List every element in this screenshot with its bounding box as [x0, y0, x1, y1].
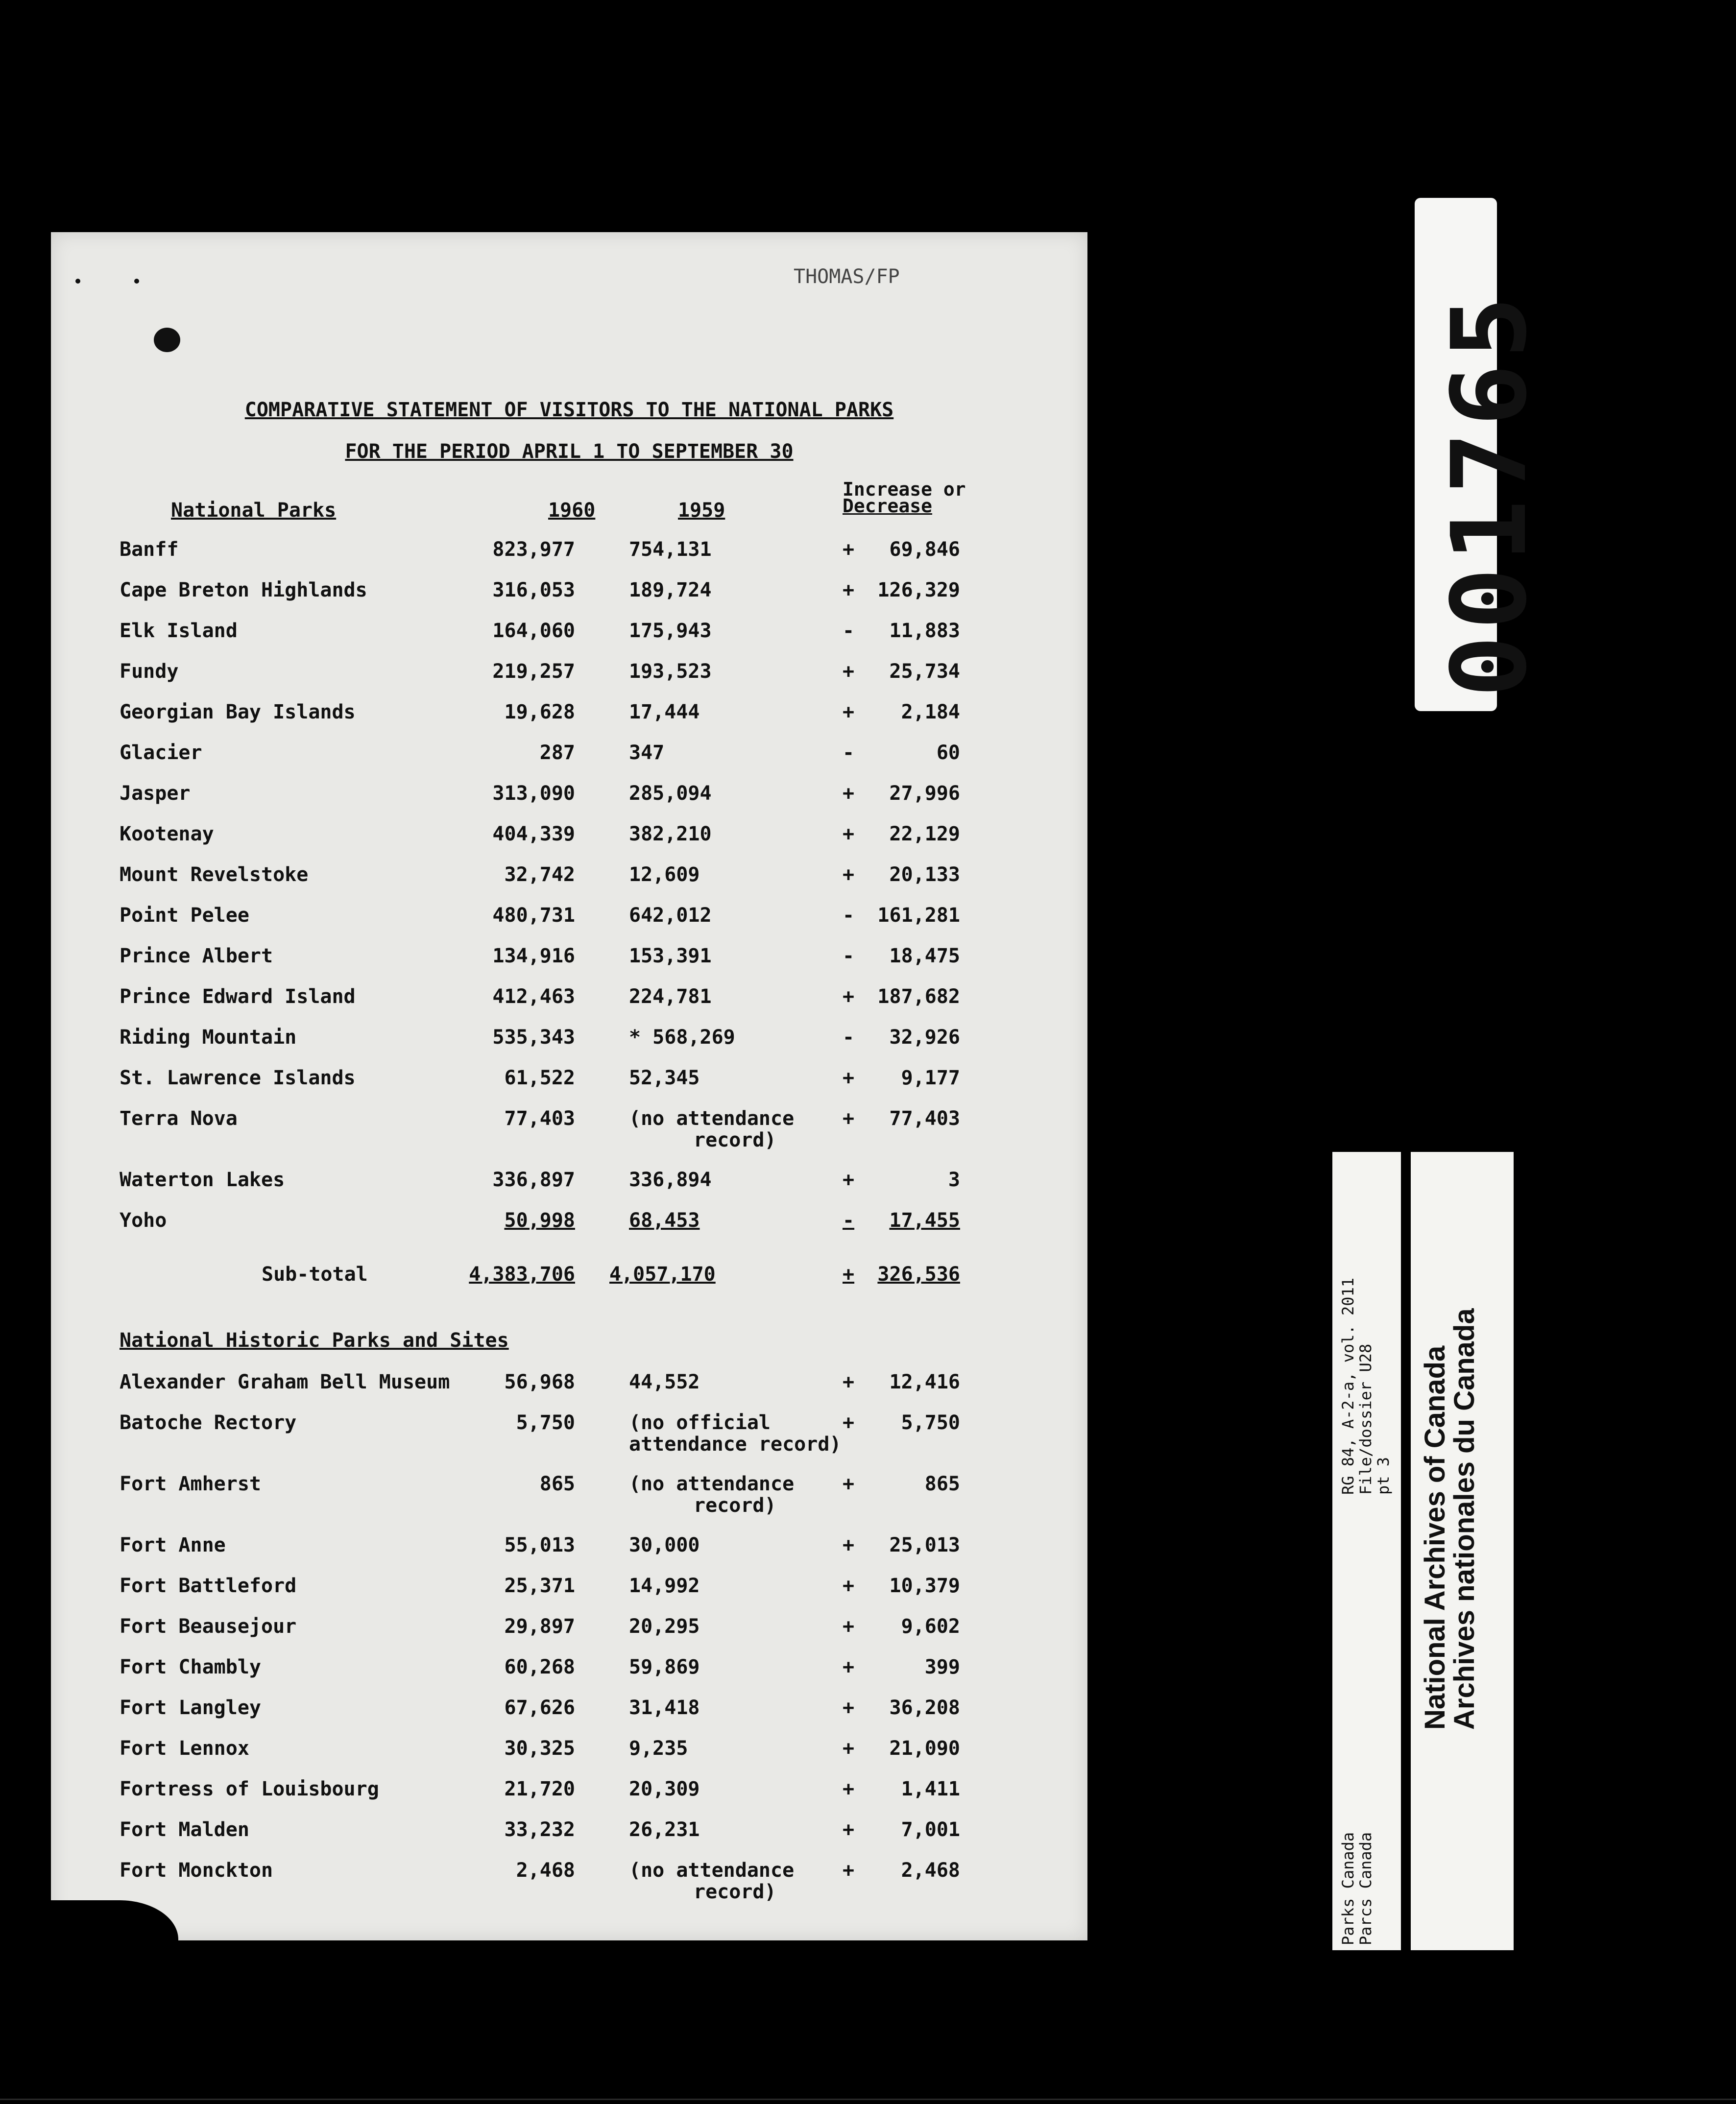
row-change-value: 5,750 [901, 1411, 960, 1434]
row-name: Fort Amherst [120, 1473, 261, 1495]
row-1960-value: 50,998 [504, 1209, 575, 1232]
row-sign: + [843, 579, 855, 601]
row-1960-value: 33,232 [504, 1818, 575, 1841]
row-1959-value: 31,418 [629, 1697, 700, 1719]
ink-dot [75, 279, 80, 284]
row-1959-value: 336,894 [629, 1169, 712, 1191]
row-1960-value: 77,403 [504, 1107, 575, 1130]
row-1960-value: 5,750 [516, 1411, 575, 1434]
row-name: Georgian Bay Islands [120, 701, 356, 723]
row-change-value: 3 [948, 1169, 960, 1191]
row-1959-value-line2: record) [694, 1881, 776, 1903]
row-change-value: 36,208 [889, 1697, 960, 1719]
row-1959-value: 20,295 [629, 1615, 700, 1638]
row-change-value: 1,411 [901, 1778, 960, 1800]
ink-blot [154, 328, 180, 352]
row-sign: + [843, 782, 855, 805]
archives-text-block [1421, 1308, 1479, 1730]
row-1960-value: 61,522 [504, 1067, 575, 1089]
row-change-value: 10,379 [889, 1575, 960, 1597]
row-1960-value: 480,731 [492, 904, 575, 927]
row-change-value: 27,996 [889, 782, 960, 805]
row-1960-value: 56,968 [504, 1371, 575, 1393]
row-name: Mount Revelstoke [120, 863, 309, 886]
ink-dot [134, 279, 139, 284]
row-1959-value: 20,309 [629, 1778, 700, 1800]
subtotal-1960: 4,383,706 [469, 1263, 575, 1286]
subtotal-label: Sub-total [262, 1263, 368, 1286]
row-change-value: 22,129 [889, 823, 960, 845]
row-change-value: 2,468 [901, 1859, 960, 1882]
row-change-value: 187,682 [877, 985, 960, 1008]
typist-initials: THOMAS/FP [794, 265, 900, 288]
document-subtitle: FOR THE PERIOD APRIL 1 TO SEPTEMBER 30 [345, 440, 794, 463]
archives-french: Archives nationales du Canada [1448, 1308, 1480, 1730]
row-name: Riding Mountain [120, 1026, 297, 1049]
row-sign: - [843, 741, 855, 764]
subtotal-1959: 4,057,170 [609, 1263, 716, 1286]
row-name: St. Lawrence Islands [120, 1067, 356, 1089]
row-change-value: 11,883 [889, 620, 960, 642]
row-1960-value: 25,371 [504, 1575, 575, 1597]
row-1959-value: 44,552 [629, 1371, 700, 1393]
row-1960-value: 219,257 [492, 660, 575, 683]
row-name: Glacier [120, 741, 202, 764]
row-change-value: 126,329 [877, 579, 960, 601]
row-name: Waterton Lakes [120, 1169, 285, 1191]
row-1959-value: 347 [629, 741, 665, 764]
row-sign: + [843, 1778, 855, 1800]
row-change-value: 25,734 [889, 660, 960, 683]
row-sign: + [843, 1818, 855, 1841]
row-sign: + [843, 538, 855, 561]
row-name: Banff [120, 538, 179, 561]
row-change-value: 32,926 [889, 1026, 960, 1049]
row-sign: + [843, 1107, 855, 1130]
row-change-value: 21,090 [889, 1737, 960, 1760]
row-sign: + [843, 1575, 855, 1597]
row-1960-value: 29,897 [504, 1615, 575, 1638]
row-name: Fort Malden [120, 1818, 249, 1841]
row-1960-value: 60,268 [504, 1656, 575, 1678]
row-sign: + [843, 863, 855, 886]
row-1959-value: 153,391 [629, 945, 712, 967]
row-name: Fort Chambly [120, 1656, 261, 1678]
row-change-value: 12,416 [889, 1371, 960, 1393]
row-sign: + [843, 1737, 855, 1760]
row-sign: + [843, 823, 855, 845]
row-1959-value: 224,781 [629, 985, 712, 1008]
row-name: Cape Breton Highlands [120, 579, 367, 601]
archive-reference-label [1332, 1152, 1401, 1950]
row-sign: + [843, 1697, 855, 1719]
national-archives-label [1411, 1152, 1514, 1950]
row-name: Jasper [120, 782, 191, 805]
row-1959-value: (no attendance [629, 1859, 795, 1882]
row-1960-value: 313,090 [492, 782, 575, 805]
row-1959-value: 68,453 [629, 1209, 700, 1232]
row-change-value: 399 [924, 1656, 960, 1678]
historic-header: National Historic Parks and Sites [120, 1329, 509, 1352]
row-sign: - [843, 945, 855, 967]
row-1959-value: 285,094 [629, 782, 712, 805]
row-1960-value: 404,339 [492, 823, 575, 845]
reference-line-3: pt 3 [1374, 1457, 1393, 1495]
row-1960-value: 535,343 [492, 1026, 575, 1049]
row-name: Alexander Graham Bell Museum [120, 1371, 450, 1393]
row-sign: - [843, 620, 855, 642]
row-1959-value-line2: attendance record) [629, 1433, 842, 1456]
agency-text-block [1339, 1832, 1374, 1945]
row-1959-value: 30,000 [629, 1534, 700, 1556]
row-1959-value: 754,131 [629, 538, 712, 561]
row-name: Prince Albert [120, 945, 273, 967]
row-sign: - [843, 1209, 855, 1232]
row-change-value: 20,133 [889, 863, 960, 886]
row-1960-value: 30,325 [504, 1737, 575, 1760]
row-1960-value: 21,720 [504, 1778, 575, 1800]
archives-english: National Archives of Canada [1419, 1345, 1451, 1730]
row-name: Fort Lennox [120, 1737, 249, 1760]
row-name: Point Pelee [120, 904, 249, 927]
row-name: Prince Edward Island [120, 985, 356, 1008]
row-1959-value: 26,231 [629, 1818, 700, 1841]
row-1959-value: 642,012 [629, 904, 712, 927]
row-change-value: 77,403 [889, 1107, 960, 1130]
header-1960: 1960 [548, 499, 596, 522]
row-name: Fort Langley [120, 1697, 261, 1719]
row-1959-value-line2: record) [694, 1494, 776, 1517]
row-sign: + [843, 1473, 855, 1495]
row-1959-value: 189,724 [629, 579, 712, 601]
header-increase-decrease [843, 478, 966, 517]
row-change-value: 2,184 [901, 701, 960, 723]
subtotal-diff: 326,536 [877, 1263, 960, 1286]
row-change-value: 9,602 [901, 1615, 960, 1638]
row-name: Kootenay [120, 823, 214, 845]
row-1960-value: 316,053 [492, 579, 575, 601]
row-1959-value: 12,609 [629, 863, 700, 886]
row-1959-value: 14,992 [629, 1575, 700, 1597]
agency-english: Parks Canada [1339, 1832, 1357, 1945]
row-name: Terra Nova [120, 1107, 238, 1130]
row-name: Fort Monckton [120, 1859, 273, 1882]
row-sign: - [843, 1026, 855, 1049]
row-name: Fort Battleford [120, 1575, 297, 1597]
row-change-value: 25,013 [889, 1534, 960, 1556]
document-page [51, 232, 1087, 1940]
row-change-value: 865 [924, 1473, 960, 1495]
row-sign: + [843, 1371, 855, 1393]
row-name: Fortress of Louisbourg [120, 1778, 379, 1800]
row-sign: - [843, 904, 855, 927]
row-1959-value: 382,210 [629, 823, 712, 845]
row-name: Fort Beausejour [120, 1615, 297, 1638]
row-1959-value: 193,523 [629, 660, 712, 683]
row-name: Fort Anne [120, 1534, 226, 1556]
row-1959-value: (no attendance [629, 1107, 795, 1130]
header-national-parks: National Parks [171, 499, 337, 522]
header-change-line2: Decrease [843, 495, 933, 517]
row-1959-value: 17,444 [629, 701, 700, 723]
row-1959-value-line2: record) [694, 1129, 776, 1151]
row-sign: + [843, 1411, 855, 1434]
row-sign: + [843, 1615, 855, 1638]
row-1960-value: 32,742 [504, 863, 575, 886]
row-1959-value: 59,869 [629, 1656, 700, 1678]
row-1960-value: 164,060 [492, 620, 575, 642]
row-change-value: 161,281 [877, 904, 960, 927]
row-1959-value: 9,235 [629, 1737, 688, 1760]
row-1960-value: 287 [539, 741, 575, 764]
agency-french: Parcs Canada [1356, 1832, 1375, 1945]
row-1960-value: 2,468 [516, 1859, 575, 1882]
reference-text-block [1339, 1278, 1392, 1495]
reference-line-2: File/dossier U28 [1356, 1343, 1375, 1495]
row-1959-value: 175,943 [629, 620, 712, 642]
row-sign: + [843, 1859, 855, 1882]
header-1959: 1959 [678, 499, 725, 522]
row-sign: + [843, 1067, 855, 1089]
subtotal-sign: + [843, 1263, 855, 1286]
row-1960-value: 134,916 [492, 945, 575, 967]
row-1960-value: 412,463 [492, 985, 575, 1008]
row-1960-value: 336,897 [492, 1169, 575, 1191]
header-change-line1: Increase or [843, 478, 966, 500]
row-change-value: 9,177 [901, 1067, 960, 1089]
row-sign: + [843, 1534, 855, 1556]
row-name: Fundy [120, 660, 179, 683]
frame-number: 001765 [1429, 290, 1549, 697]
row-1960-value: 823,977 [492, 538, 575, 561]
reference-line-1: RG 84, A-2-a, vol. 2011 [1339, 1277, 1357, 1495]
row-sign: + [843, 1656, 855, 1678]
row-change-value: 60 [936, 741, 960, 764]
row-name: Elk Island [120, 620, 238, 642]
row-sign: + [843, 660, 855, 683]
row-1959-value: (no official [629, 1411, 771, 1434]
row-change-value: 7,001 [901, 1818, 960, 1841]
row-change-value: 17,455 [889, 1209, 960, 1232]
row-1959-value: (no attendance [629, 1473, 795, 1495]
row-name: Yoho [120, 1209, 167, 1232]
row-1960-value: 55,013 [504, 1534, 575, 1556]
row-change-value: 18,475 [889, 945, 960, 967]
row-1959-value: 52,345 [629, 1067, 700, 1089]
row-1959-value: * 568,269 [629, 1026, 735, 1049]
row-1960-value: 865 [539, 1473, 575, 1495]
row-sign: + [843, 1169, 855, 1191]
row-sign: + [843, 985, 855, 1008]
row-1960-value: 67,626 [504, 1697, 575, 1719]
film-edge-line [0, 2099, 1736, 2100]
document-title: COMPARATIVE STATEMENT OF VISITORS TO THE NATIONAL PARKS [244, 399, 894, 421]
row-1960-value: 19,628 [504, 701, 575, 723]
row-name: Batoche Rectory [120, 1411, 297, 1434]
row-sign: + [843, 701, 855, 723]
row-change-value: 69,846 [889, 538, 960, 561]
frame-number-label [1415, 198, 1549, 711]
